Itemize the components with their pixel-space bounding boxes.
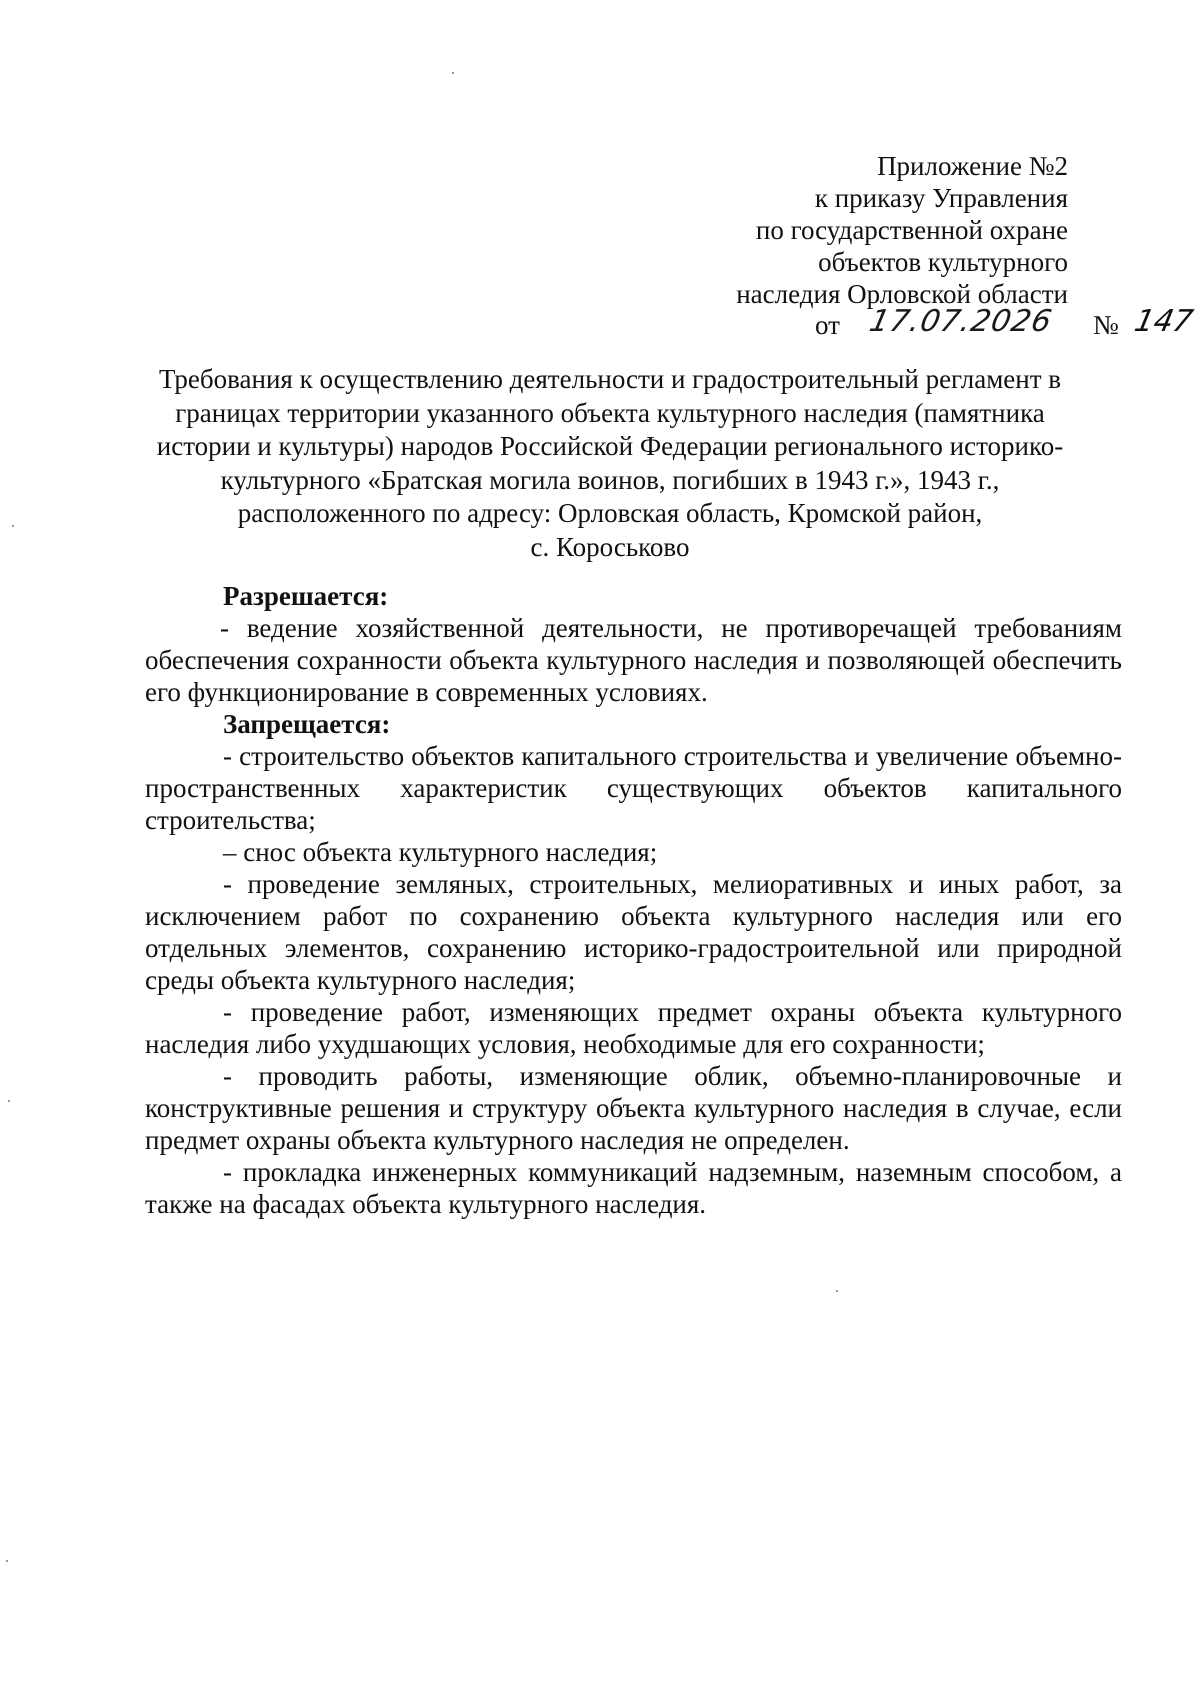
title-line: с. Короськово: [530, 531, 690, 562]
title-line: границах территории указанного объекта культурного наследия (памятника: [175, 397, 1045, 428]
number-label: №: [1093, 310, 1119, 340]
forbidden-item: - проведение земляных, строительных, мелиоративных и иных работ, за исключением работ по сохранению объекта культурного наследия или его отдельных элементов, сохранению историко-градостроительной или природной среды объекта культурного наследия;: [145, 869, 1122, 995]
forbidden-item: - проводить работы, изменяющие облик, объемно-планировочные и конструктивные решения и структуру объекта культурного наследия в случае, если предмет охраны объекта культурного наследия не определен.: [145, 1061, 1122, 1155]
appendix-line: по государственной охране: [755, 215, 1068, 245]
title-line: истории и культуры) народов Российской Федерации регионального историко-: [156, 431, 1064, 461]
title-line: Требования к осуществлению деятельности и градостроительный регламент в: [158, 364, 1062, 394]
appendix-line: к приказу Управления: [814, 183, 1068, 213]
appendix-header: [736, 150, 1068, 310]
scan-speck: [8, 1100, 10, 1102]
scan-speck: [6, 1560, 8, 1562]
document-title: [140, 363, 1080, 564]
forbidden-item: - проведение работ, изменяющих предмет охраны объекта культурного наследия либо ухудшающих условия, необходимые для его сохранности;: [145, 997, 1122, 1059]
forbidden-item: - строительство объектов капитального строительства и увеличение объемно-пространственных характеристик существующих объектов капитального строительства;: [145, 741, 1122, 835]
scan-speck: [836, 1290, 838, 1292]
forbidden-heading: Запрещается:: [223, 709, 391, 739]
document-body: [145, 580, 1122, 1220]
appendix-line: объектов культурного: [818, 247, 1068, 277]
appendix-line: Приложение №2: [877, 151, 1068, 181]
title-line: культурного «Братская могила воинов, погибших в 1943 г.», 1943 г.,: [220, 464, 1000, 495]
forbidden-item: – снос объекта культурного наследия;: [223, 837, 658, 867]
allowed-item: - ведение хозяйственной деятельности, не противоречащей требованиям обеспечения сохранности объекта культурного наследия и позволяющей обеспечить его функционирование в современных условиях.: [145, 613, 1122, 707]
scan-speck: [12, 525, 14, 527]
order-date-handwritten: 17.07.2026: [866, 304, 1056, 339]
title-line: расположенного по адресу: Орловская область, Кромской район,: [237, 498, 983, 528]
scan-speck: [452, 72, 454, 74]
order-date-number: [815, 306, 1195, 346]
order-number-handwritten: 147: [1131, 304, 1196, 339]
allowed-heading: Разрешается:: [223, 581, 389, 611]
appendix-line: наследия Орловской области: [736, 279, 1068, 309]
forbidden-item: - прокладка инженерных коммуникаций надземным, наземным способом, а также на фасадах объекта культурного наследия.: [145, 1157, 1122, 1219]
from-label: от: [815, 310, 840, 340]
